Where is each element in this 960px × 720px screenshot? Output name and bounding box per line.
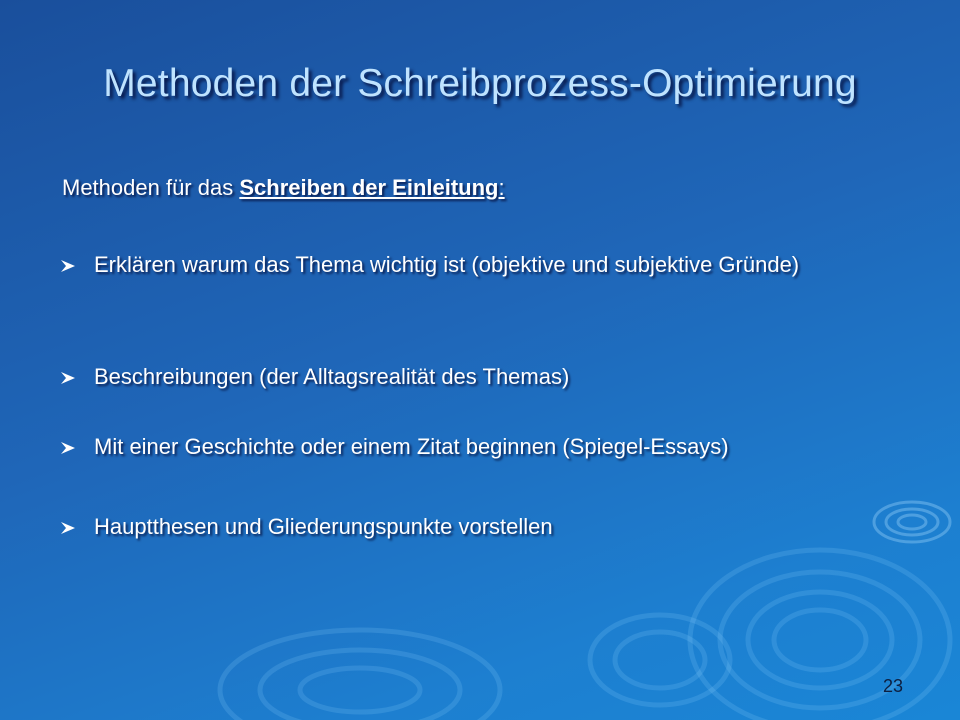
bullet-text: Beschreibungen (der Alltagsrealität des Themas) — [94, 364, 570, 389]
arrowhead-bullet-icon — [60, 441, 76, 455]
intro-prefix: Methoden für das — [62, 175, 240, 200]
bullet-item — [58, 250, 799, 280]
bullet-item — [58, 362, 569, 392]
bullet-item — [58, 512, 553, 542]
page-number: 23 — [882, 676, 904, 696]
bullet-text: Erklären warum das Thema wichtig ist (objektive und subjektive Gründe) — [94, 252, 800, 277]
intro-line — [62, 175, 505, 201]
intro-emphasis: Schreiben der Einleitung — [239, 175, 499, 200]
arrowhead-bullet-icon — [60, 521, 76, 535]
arrowhead-bullet-icon — [60, 371, 76, 385]
arrowhead-bullet-icon — [60, 259, 76, 273]
bullet-item — [58, 432, 729, 462]
intro-suffix: : — [498, 175, 505, 200]
bullet-text: Hauptthesen und Gliederungspunkte vorstellen — [94, 514, 553, 539]
bullet-text: Mit einer Geschichte oder einem Zitat beginnen (Spiegel-Essays) — [94, 434, 729, 459]
slide-title: Methoden der Schreibprozess-Optimierung — [103, 62, 857, 105]
